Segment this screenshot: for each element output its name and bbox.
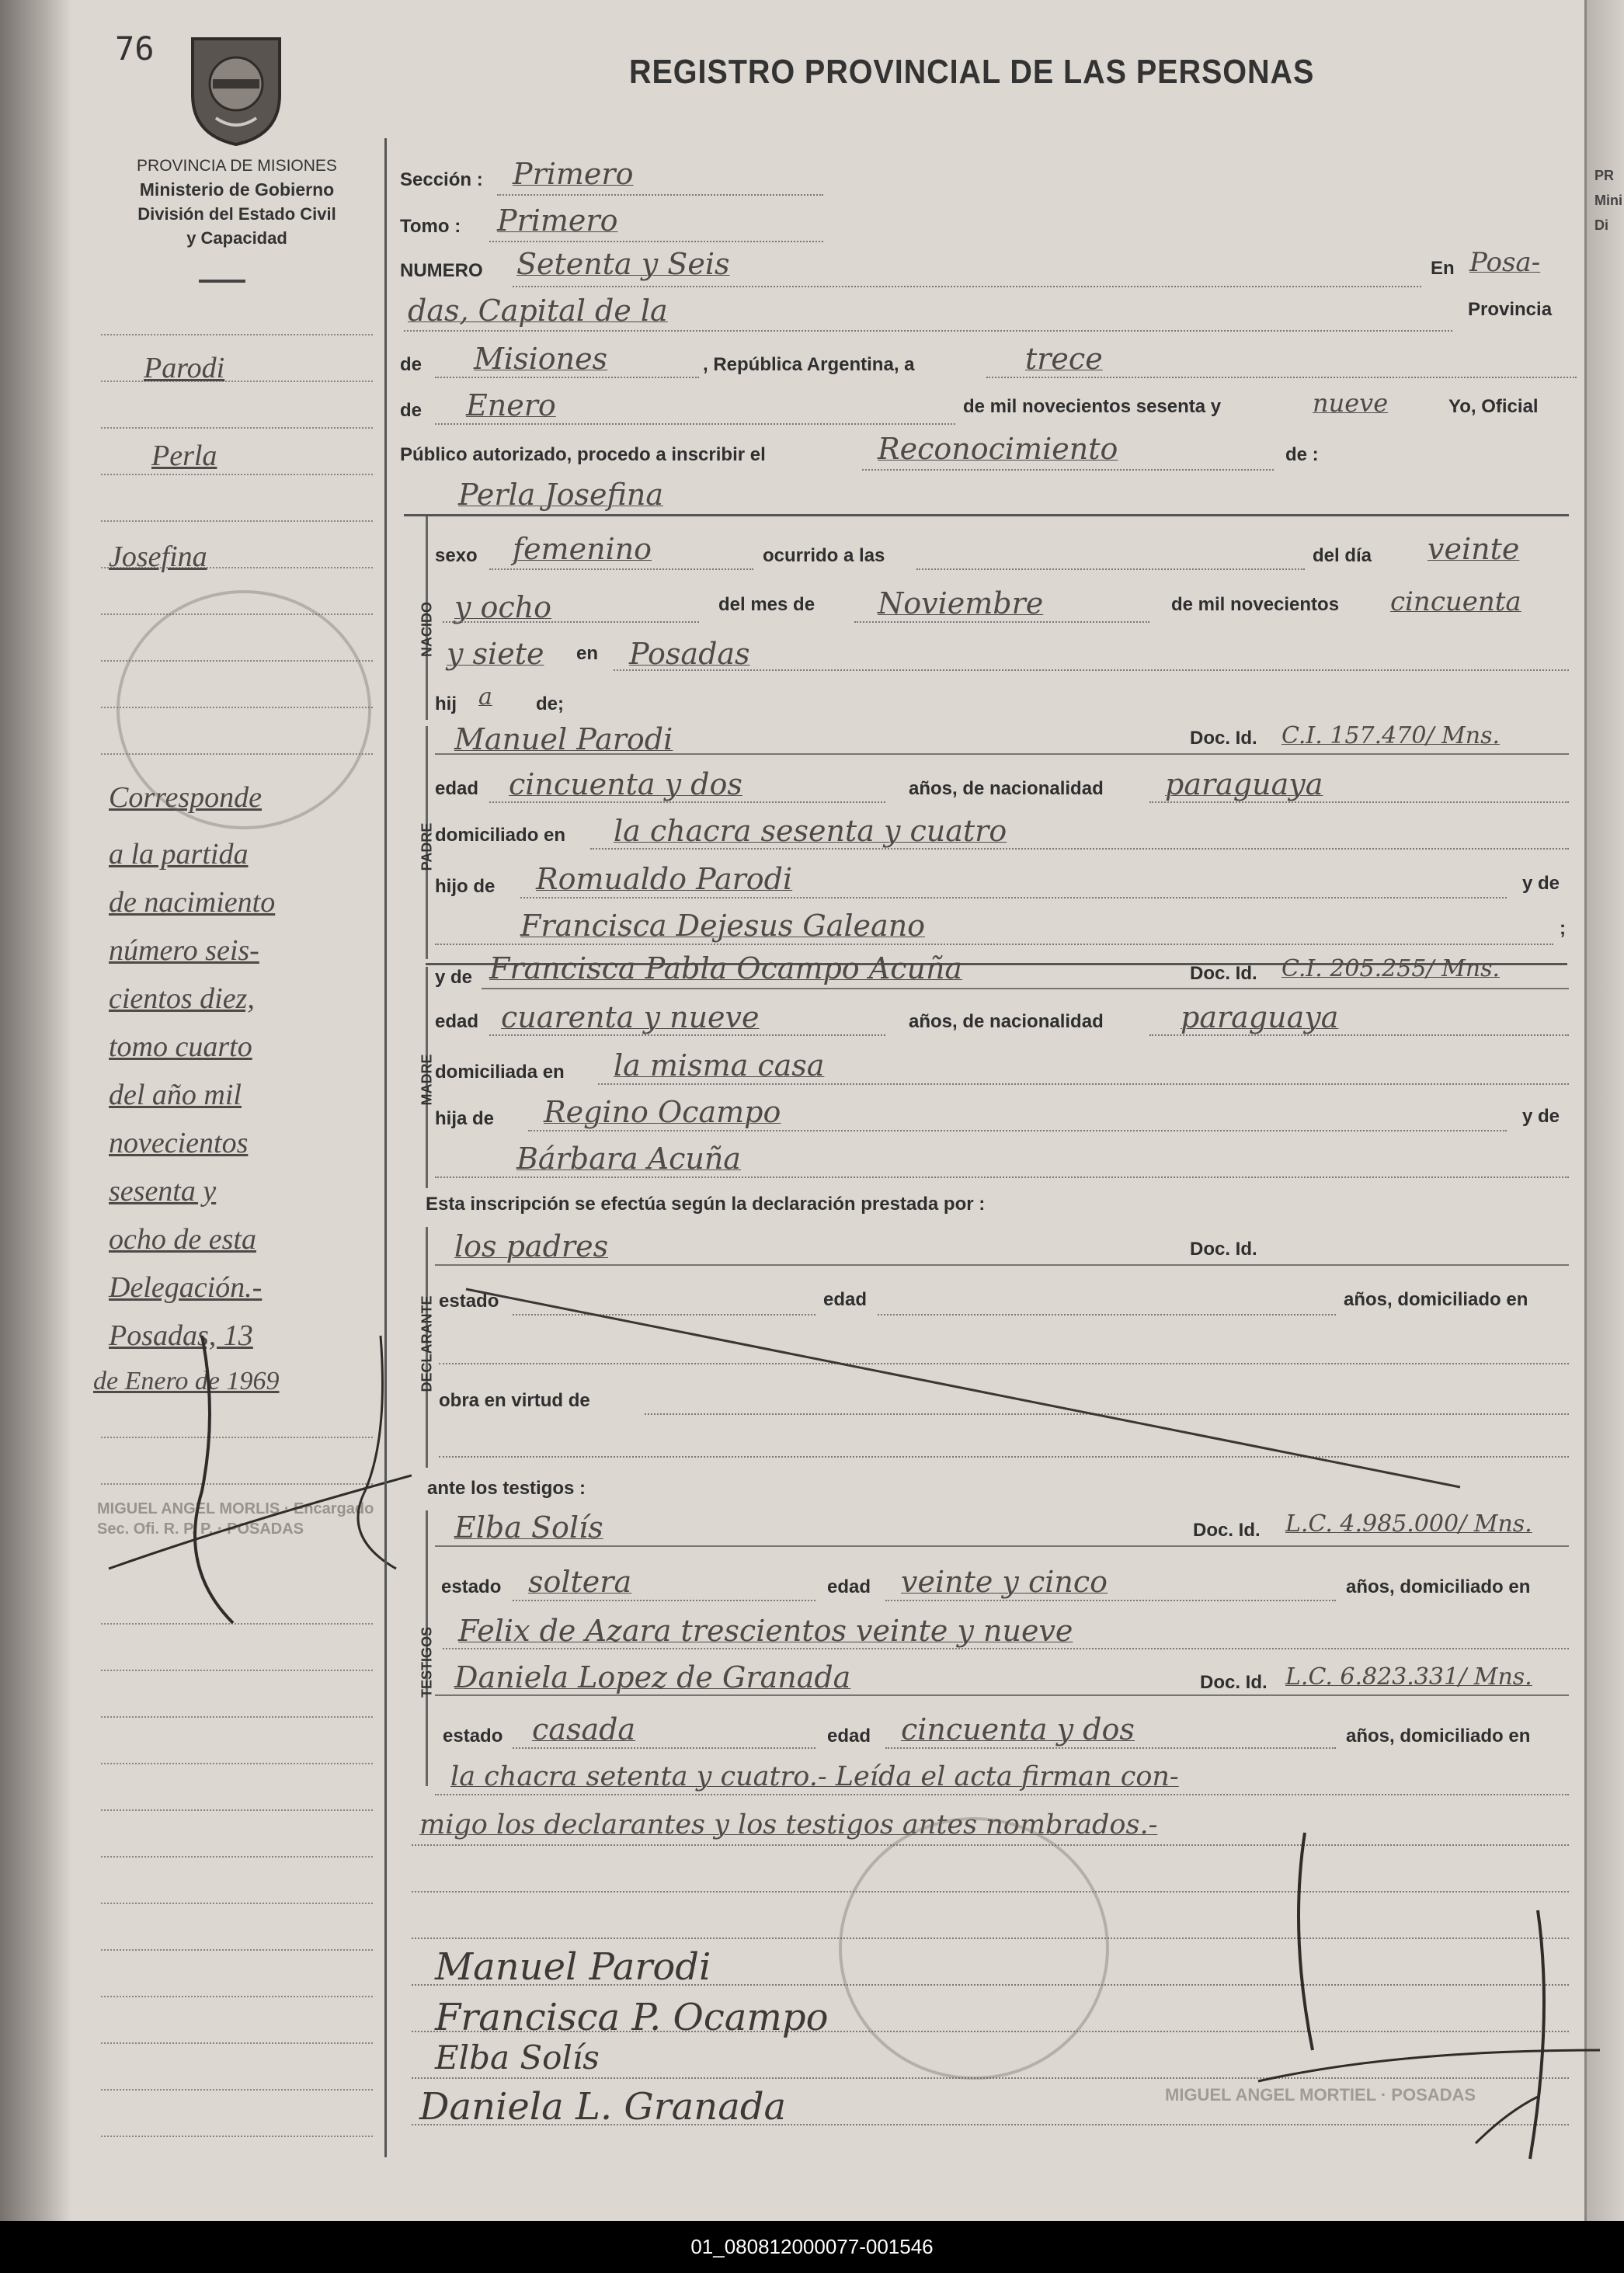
margin-note-line: tomo cuarto	[109, 1030, 252, 1063]
birth-year-value: cincuenta	[1390, 586, 1521, 617]
father-name: Manuel Parodi	[454, 722, 673, 756]
doc-label: Doc. Id.	[1200, 1672, 1268, 1693]
birth-year-continuation: y siete	[447, 637, 544, 671]
fill-line	[435, 1794, 1569, 1795]
nacionalidad-label: años, de nacionalidad	[909, 778, 1104, 799]
margin-official-stamp: MIGUEL ANGEL MORLIS · Encargado Sec. Ofi. R. P. P. · POSADAS	[97, 1500, 374, 1538]
oficial-label: Yo, Oficial	[1448, 396, 1539, 417]
fill-line	[482, 988, 1569, 989]
fill-line	[435, 753, 1569, 755]
next-page-fragment: Di	[1594, 217, 1608, 233]
witness-2-address-value: la chacra setenta y cuatro.- Leída el acta firman con-	[450, 1761, 1179, 1792]
declarante-label: DECLARANTE	[419, 1295, 435, 1392]
del-mes-label: del mes de	[718, 594, 815, 615]
domiciliado-label: años, domiciliado en	[1346, 1576, 1531, 1597]
fill-line	[435, 423, 955, 425]
margin-rule	[101, 1996, 373, 1997]
margin-rule	[101, 474, 373, 475]
padre-label: PADRE	[419, 822, 435, 871]
doc-label: Doc. Id.	[1190, 728, 1257, 749]
mother-age-value: cuarenta y nueve	[501, 1000, 760, 1034]
month-value: Enero	[466, 388, 556, 422]
domiciliado-label: años, domiciliado en	[1344, 1289, 1528, 1310]
mother-name: Francisca Pabla Ocampo Acuña	[489, 951, 963, 985]
ocurrido-label: ocurrido a las	[763, 545, 885, 566]
margin-note-line: número seis-	[109, 934, 259, 967]
seccion-label: Sección :	[400, 169, 483, 190]
edad-label: edad	[435, 1011, 479, 1032]
doc-label: Doc. Id.	[1190, 963, 1257, 984]
fill-line	[404, 330, 1452, 332]
de-label: de;	[536, 693, 564, 714]
seccion-value: Primero	[513, 157, 634, 191]
republica-label: , República Argentina, a	[703, 354, 915, 375]
place-continuation: das, Capital de la	[408, 294, 668, 328]
witness-2-status-value: casada	[532, 1712, 636, 1746]
margin-note-line: sesenta y	[109, 1175, 217, 1208]
witness-2-age-value: cincuenta y dos	[901, 1712, 1135, 1746]
closing-text: migo los declarantes y los testigos antes nombrados.-	[419, 1809, 1158, 1840]
testigos-intro-label: ante los testigos :	[427, 1478, 586, 1499]
witness-1-status-value: soltera	[528, 1565, 632, 1599]
domiciliada-label: domiciliada en	[435, 1062, 565, 1083]
birth-month-value: Noviembre	[878, 586, 1044, 620]
fill-line	[513, 1747, 815, 1749]
witness-1-address-value: Felix de Azara trescientos veinte y nueve	[458, 1614, 1073, 1648]
next-page-fragment: PR	[1594, 168, 1615, 183]
book-binding	[0, 0, 71, 2221]
margin-rule	[101, 1856, 373, 1858]
fill-line	[862, 469, 1274, 471]
official-stamp-text: MIGUEL ANGEL MORTIEL · POSADAS	[1165, 2085, 1476, 2104]
fill-line	[435, 1545, 1569, 1547]
margin-note-line: de Enero de 1969	[93, 1367, 280, 1395]
fill-line	[489, 568, 753, 570]
witness-1-doc-value: L.C. 4.985.000/ Mns.	[1285, 1510, 1532, 1538]
fill-line	[443, 1648, 1569, 1649]
margin-rule	[101, 1903, 373, 1904]
fill-line	[885, 1600, 1336, 1601]
year-value: nueve	[1313, 388, 1389, 418]
en-label: en	[576, 643, 599, 664]
de-label: de :	[1285, 444, 1319, 465]
act-type-value: Reconocimiento	[878, 432, 1118, 466]
fill-line	[614, 669, 1569, 671]
tomo-label: Tomo :	[400, 216, 461, 237]
signature-witness-2: Daniela L. Granada	[419, 2085, 787, 2129]
nacionalidad-label: años, de nacionalidad	[909, 1011, 1104, 1032]
fill-line	[1149, 801, 1569, 803]
obra-label: obra en virtud de	[439, 1390, 590, 1411]
tomo-value: Primero	[497, 203, 618, 238]
mil-label: de mil novecientos	[1171, 594, 1340, 615]
hija-de-label: hija de	[435, 1108, 495, 1129]
section-rule	[404, 514, 1569, 516]
doc-label: Doc. Id.	[1193, 1520, 1261, 1541]
fill-line	[520, 897, 1507, 898]
witness-2-doc-value: L.C. 6.823.331/ Mns.	[1285, 1663, 1532, 1691]
father-doc-value: C.I. 157.470/ Mns.	[1281, 722, 1501, 749]
y-de-label: y de	[1522, 873, 1560, 894]
fill-line	[590, 848, 1569, 850]
fill-line	[489, 801, 885, 803]
margin-note-line: Delegación.-	[109, 1271, 263, 1304]
signature-witness-1: Elba Solís	[435, 2038, 600, 2077]
birth-place-value: Posadas	[629, 637, 750, 671]
margin-stamp	[116, 590, 371, 829]
fill-line	[489, 1034, 885, 1036]
witness-2-name: Daniela Lopez de Granada	[454, 1660, 851, 1694]
fill-line	[497, 194, 823, 196]
issuing-authority	[85, 154, 388, 250]
fill-line	[513, 286, 1421, 287]
official-signature	[1243, 1817, 1608, 2174]
witness-1-age-value: veinte y cinco	[901, 1565, 1108, 1599]
fill-line	[986, 377, 1577, 378]
de-label: de	[400, 354, 423, 375]
semicolon: ;	[1560, 918, 1566, 939]
fill-line	[435, 377, 699, 378]
margin-rule	[101, 520, 373, 522]
declaracion-label: Esta inscripción se efectúa según la declaración prestada por :	[426, 1194, 986, 1215]
authority-line: Ministerio de Gobierno	[139, 179, 335, 200]
en-value: Posa-	[1469, 247, 1541, 278]
authority-line: y Capacidad	[186, 228, 287, 248]
domiciliado-label: domiciliado en	[435, 825, 566, 846]
margin-given-name: Josefina	[109, 540, 207, 573]
signature-father: Manuel Parodi	[435, 1945, 711, 1989]
edad-label: edad	[827, 1726, 871, 1746]
publico-label: Público autorizado, procedo a inscribir el	[400, 444, 766, 465]
margin-rule	[101, 427, 373, 429]
declarant-value: los padres	[454, 1229, 609, 1263]
y-de-label: y de	[1522, 1106, 1560, 1127]
mother-nationality-value: paraguaya	[1181, 1000, 1339, 1034]
image-id-footer: 01_080812000077-001546	[0, 2221, 1624, 2273]
page-title: REGISTRO PROVINCIAL DE LAS PERSONAS	[629, 53, 1315, 91]
margin-note-line: de nacimiento	[109, 886, 276, 919]
hijo-de-label: hijo de	[435, 876, 496, 897]
witness-1-name: Elba Solís	[454, 1510, 603, 1545]
father-mother-value: Francisca Dejesus Galeano	[520, 909, 926, 943]
fill-line	[435, 1176, 1569, 1178]
fill-line	[854, 621, 1149, 623]
fill-line	[443, 621, 699, 623]
fill-line	[916, 568, 1305, 570]
mother-father-value: Regino Ocampo	[544, 1095, 781, 1129]
hij-label: hij	[435, 693, 457, 714]
numero-value: Setenta y Seis	[516, 247, 730, 281]
margin-rule	[101, 1949, 373, 1951]
margin-note-line: cientos diez,	[109, 982, 255, 1015]
margin-rule	[101, 2089, 373, 2091]
sexo-value: femenino	[513, 532, 652, 566]
father-nationality-value: paraguaya	[1165, 767, 1323, 801]
mother-mother-value: Bárbara Acuña	[516, 1142, 741, 1176]
domiciliado-label: años, domiciliado en	[1346, 1726, 1531, 1746]
folio-number: 76	[115, 30, 155, 68]
testigos-label: TESTIGOS	[419, 1627, 435, 1698]
fill-line	[1149, 1034, 1569, 1036]
estado-label: estado	[441, 1576, 502, 1597]
madre-label: MADRE	[419, 1054, 435, 1106]
en-label: En	[1431, 258, 1455, 279]
provincia-label: Provincia	[1468, 299, 1553, 320]
province-value: Misiones	[474, 342, 608, 376]
margin-note-line: Posadas, 13	[109, 1319, 253, 1352]
mother-address-value: la misma casa	[614, 1048, 825, 1083]
authority-underline	[199, 280, 245, 283]
child-name: Perla Josefina	[458, 478, 663, 512]
edad-label: edad	[435, 778, 479, 799]
hij-suffix-value: a	[478, 683, 492, 711]
margin-rule	[101, 334, 373, 335]
estado-label: estado	[443, 1726, 503, 1746]
authority-line: PROVINCIA DE MISIONES	[137, 157, 337, 175]
day-value: trece	[1025, 342, 1103, 376]
next-page-fragment: Mini	[1594, 193, 1622, 208]
fill-line	[885, 1747, 1336, 1749]
margin-rule	[101, 1809, 373, 1811]
doc-label: Doc. Id.	[1190, 1239, 1257, 1260]
margin-signature	[85, 1320, 412, 1646]
y-de-label: y de	[435, 967, 473, 988]
birth-day-value: veinte	[1428, 532, 1520, 566]
margin-note-line: novecientos	[109, 1127, 249, 1159]
sexo-label: sexo	[435, 545, 478, 566]
del-dia-label: del día	[1313, 545, 1372, 566]
birth-day-continuation: y ocho	[454, 590, 552, 624]
coat-of-arms-seal	[185, 33, 287, 148]
father-address-value: la chacra sesenta y cuatro	[614, 814, 1007, 848]
nacido-label: NACIDO	[419, 602, 435, 657]
bottom-stamp	[839, 1817, 1109, 2080]
mother-doc-value: C.I. 205.255/ Mns.	[1281, 955, 1501, 982]
signature-mother: Francisca P. Ocampo	[435, 1996, 829, 2039]
margin-rule	[101, 1716, 373, 1718]
edad-label: edad	[827, 1576, 871, 1597]
authority-line: División del Estado Civil	[137, 204, 336, 224]
margin-note-line: del año mil	[109, 1079, 242, 1111]
father-age-value: cincuenta y dos	[509, 767, 742, 801]
edad-label: edad	[823, 1289, 868, 1310]
margin-divider	[384, 138, 387, 2157]
margin-given-name: Perla	[151, 440, 217, 472]
estado-label: estado	[439, 1291, 499, 1312]
de-label: de	[400, 400, 423, 421]
fill-line	[598, 1083, 1569, 1085]
father-father-value: Romualdo Parodi	[536, 862, 793, 896]
margin-rule	[101, 2042, 373, 2044]
year-label: de mil novecientos sesenta y	[963, 396, 1222, 417]
margin-rule	[101, 1670, 373, 1671]
margin-note-line: a la partida	[109, 838, 249, 871]
margin-note-line: Corresponde	[109, 781, 263, 814]
fill-line	[489, 241, 823, 242]
cancel-stroke	[435, 1266, 1522, 1491]
fill-line	[513, 1600, 815, 1601]
margin-rule	[101, 1763, 373, 1764]
numero-label: NUMERO	[400, 260, 483, 281]
fill-line	[528, 1130, 1507, 1131]
fill-line	[435, 944, 1553, 945]
margin-surname: Parodi	[144, 352, 225, 384]
fill-line	[435, 1694, 1569, 1696]
margin-rule	[101, 2136, 373, 2137]
margin-note-line: ocho de esta	[109, 1223, 256, 1256]
